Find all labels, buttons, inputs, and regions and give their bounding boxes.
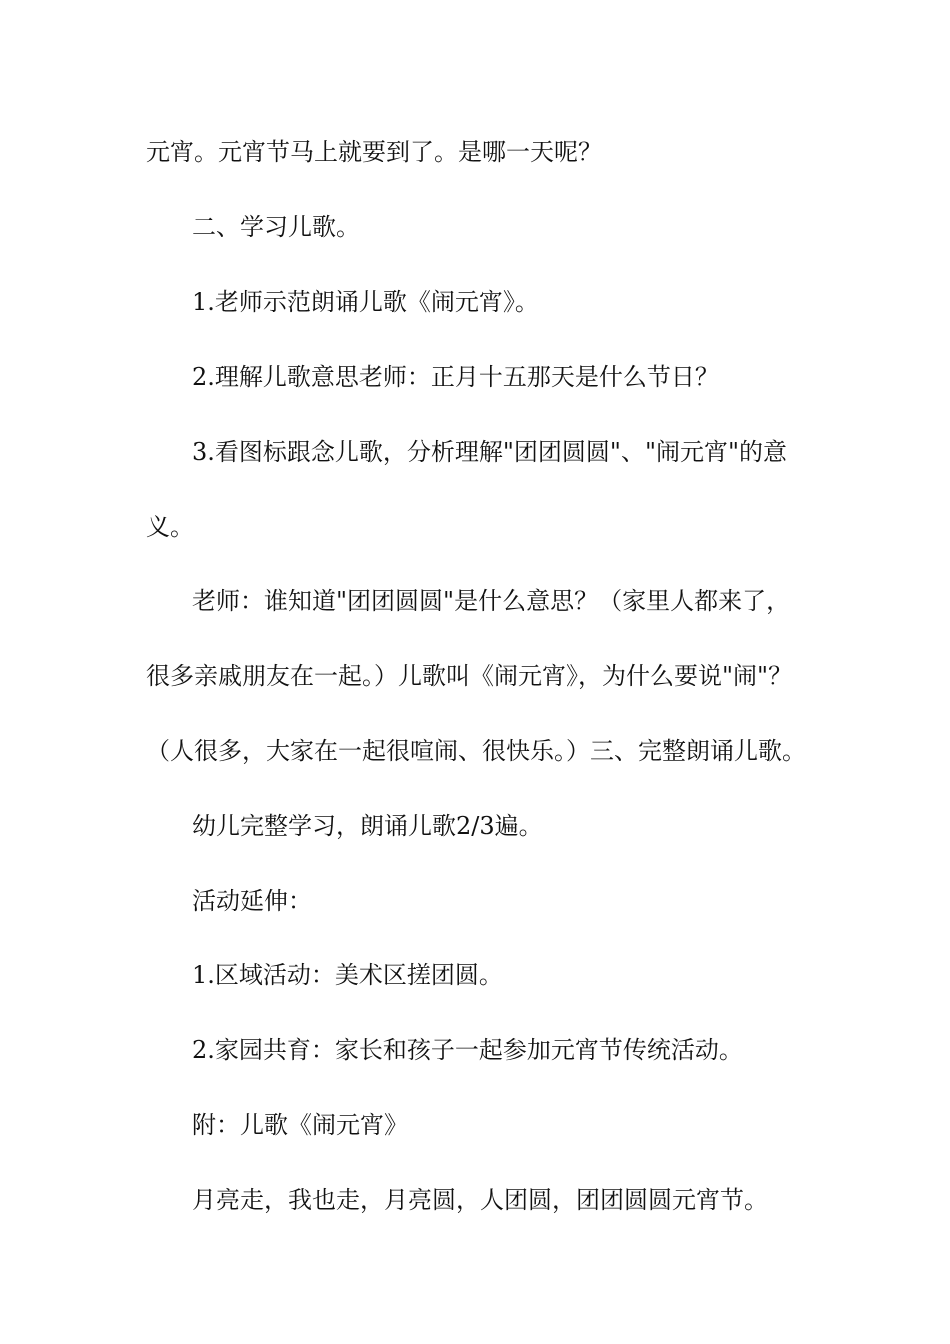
text-line: 老师：谁知道"团团圆圆"是什么意思？（家里人都来了， xyxy=(192,587,791,615)
text-line: 义。 xyxy=(146,513,194,541)
text-line: 1.区域活动：美术区搓团圆。 xyxy=(192,961,503,989)
text-line: 3.看图标跟念儿歌，分析理解"团团圆圆"、"闹元宵"的意 xyxy=(192,438,788,466)
text-line: 元宵。元宵节马上就要到了。是哪一天呢？ xyxy=(146,138,602,166)
text-line: 幼儿完整学习，朗诵儿歌2/3遍。 xyxy=(192,812,543,840)
text-line: （人很多，大家在一起很喧闹、很快乐。）三、完整朗诵儿歌。 xyxy=(146,737,806,765)
text-line: 1.老师示范朗诵儿歌《闹元宵》。 xyxy=(192,288,539,316)
text-line: 月亮走，我也走，月亮圆，人团圆，团团圆圆元宵节。 xyxy=(192,1186,768,1214)
section-heading: 活动延伸： xyxy=(192,887,312,915)
text-line: 附：儿歌《闹元宵》 xyxy=(192,1111,408,1139)
section-heading: 二、学习儿歌。 xyxy=(192,213,360,241)
text-line: 2.理解儿歌意思老师：正月十五那天是什么节日？ xyxy=(192,363,719,391)
text-line: 很多亲戚朋友在一起。）儿歌叫《闹元宵》，为什么要说"闹"？ xyxy=(146,662,793,690)
text-line: 2.家园共育：家长和孩子一起参加元宵节传统活动。 xyxy=(192,1036,743,1064)
